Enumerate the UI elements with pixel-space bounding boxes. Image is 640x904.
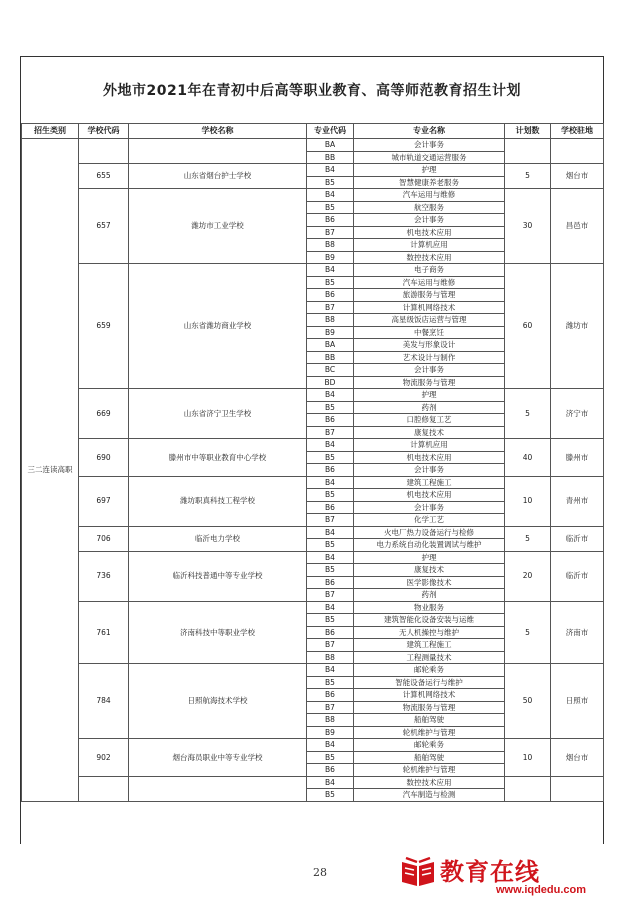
- major-code-cell: BA: [307, 339, 354, 352]
- school-name-cell: 临沂科技普通中等专业学校: [129, 551, 307, 601]
- school-name-cell: 山东省济宁卫生学校: [129, 389, 307, 439]
- major-code-cell: B4: [307, 164, 354, 177]
- plan-count-cell: 60: [505, 264, 551, 389]
- major-code-cell: B6: [307, 576, 354, 589]
- major-code-cell: B5: [307, 276, 354, 289]
- major-code-cell: B5: [307, 539, 354, 552]
- major-name-cell: 化学工艺: [354, 514, 505, 527]
- school-code-cell: 736: [79, 551, 129, 601]
- major-code-cell: B7: [307, 226, 354, 239]
- school-location-cell: 济南市: [551, 601, 604, 664]
- major-name-cell: 药剂: [354, 401, 505, 414]
- major-name-cell: 汽车制造与检测: [354, 789, 505, 802]
- major-code-cell: B4: [307, 664, 354, 677]
- major-code-cell: BD: [307, 376, 354, 389]
- table-row: [22, 526, 604, 539]
- major-code-cell: B5: [307, 401, 354, 414]
- school-name-cell: 山东省烟台护士学校: [129, 164, 307, 189]
- column-header: 计划数: [505, 124, 551, 139]
- major-name-cell: 会计事务: [354, 139, 505, 152]
- major-name-cell: 电子商务: [354, 264, 505, 277]
- school-location-cell: 昌邑市: [551, 189, 604, 264]
- column-header: 学校代码: [79, 124, 129, 139]
- major-code-cell: B4: [307, 601, 354, 614]
- major-name-cell: 会计事务: [354, 364, 505, 377]
- school-code-cell: 669: [79, 389, 129, 439]
- major-name-cell: 智慧健康养老服务: [354, 176, 505, 189]
- major-name-cell: 康复技术: [354, 426, 505, 439]
- school-code-cell: 657: [79, 189, 129, 264]
- school-code-cell: [79, 139, 129, 164]
- major-code-cell: B5: [307, 564, 354, 577]
- table-row: [22, 776, 604, 789]
- major-name-cell: 工程测量技术: [354, 651, 505, 664]
- major-code-cell: B7: [307, 639, 354, 652]
- category-cell: 三二连读高职: [22, 139, 79, 802]
- school-name-cell: 烟台海员职业中等专业学校: [129, 739, 307, 777]
- major-name-cell: 邮轮乘务: [354, 664, 505, 677]
- table-row: [22, 139, 604, 152]
- table-row: [22, 476, 604, 489]
- school-name-cell: [129, 139, 307, 164]
- major-name-cell: 旅游服务与管理: [354, 289, 505, 302]
- major-name-cell: 建筑工程施工: [354, 476, 505, 489]
- major-name-cell: 中餐烹饪: [354, 326, 505, 339]
- major-name-cell: 建筑智能化设备安装与运维: [354, 614, 505, 627]
- plan-count-cell: 20: [505, 551, 551, 601]
- major-code-cell: B8: [307, 714, 354, 727]
- major-name-cell: 口腔修复工艺: [354, 414, 505, 427]
- school-code-cell: 784: [79, 664, 129, 739]
- major-code-cell: B5: [307, 176, 354, 189]
- table-row: [22, 739, 604, 752]
- plan-count-cell: 5: [505, 526, 551, 551]
- major-code-cell: B5: [307, 489, 354, 502]
- major-name-cell: 邮轮乘务: [354, 739, 505, 752]
- school-location-cell: [551, 776, 604, 801]
- school-code-cell: 706: [79, 526, 129, 551]
- major-name-cell: 会计事务: [354, 464, 505, 477]
- major-code-cell: B5: [307, 614, 354, 627]
- major-code-cell: BB: [307, 151, 354, 164]
- plan-count-cell: 40: [505, 439, 551, 477]
- major-code-cell: B9: [307, 726, 354, 739]
- major-code-cell: B6: [307, 214, 354, 227]
- major-code-cell: B4: [307, 439, 354, 452]
- major-code-cell: BC: [307, 364, 354, 377]
- school-name-cell: [129, 776, 307, 801]
- major-code-cell: B5: [307, 751, 354, 764]
- watermark-name: 教育在线: [440, 857, 540, 886]
- major-code-cell: B5: [307, 451, 354, 464]
- plan-count-cell: 5: [505, 164, 551, 189]
- column-header: 专业名称: [354, 124, 505, 139]
- school-name-cell: 滕州市中等职业教育中心学校: [129, 439, 307, 477]
- major-code-cell: B7: [307, 514, 354, 527]
- major-name-cell: 汽车运用与维修: [354, 189, 505, 202]
- major-code-cell: B6: [307, 689, 354, 702]
- school-code-cell: [79, 776, 129, 801]
- major-code-cell: B6: [307, 289, 354, 302]
- major-code-cell: B8: [307, 651, 354, 664]
- major-code-cell: B4: [307, 551, 354, 564]
- major-name-cell: 机电技术应用: [354, 489, 505, 502]
- major-code-cell: B7: [307, 701, 354, 714]
- major-name-cell: 智能设备运行与维护: [354, 676, 505, 689]
- major-code-cell: B8: [307, 314, 354, 327]
- major-name-cell: 船舶驾驶: [354, 714, 505, 727]
- table-row: [22, 389, 604, 402]
- school-name-cell: 临沂电力学校: [129, 526, 307, 551]
- school-location-cell: [551, 139, 604, 164]
- major-name-cell: 航空服务: [354, 201, 505, 214]
- major-code-cell: B4: [307, 476, 354, 489]
- plan-count-cell: 50: [505, 664, 551, 739]
- major-code-cell: B5: [307, 201, 354, 214]
- school-location-cell: 滕州市: [551, 439, 604, 477]
- major-name-cell: 无人机操控与维护: [354, 626, 505, 639]
- table-row: [22, 439, 604, 452]
- major-name-cell: 机电技术应用: [354, 451, 505, 464]
- major-name-cell: 船舶驾驶: [354, 751, 505, 764]
- major-code-cell: B9: [307, 251, 354, 264]
- major-name-cell: 电力系统自动化装置调试与维护: [354, 539, 505, 552]
- school-location-cell: 日照市: [551, 664, 604, 739]
- major-code-cell: B4: [307, 739, 354, 752]
- column-header: 学校驻地: [551, 124, 604, 139]
- watermark: [400, 852, 630, 900]
- document-title: 外地市2021年在青初中后高等职业教育、高等师范教育招生计划: [103, 83, 521, 99]
- major-code-cell: B6: [307, 626, 354, 639]
- major-name-cell: 医学影像技术: [354, 576, 505, 589]
- school-name-cell: 山东省潍坊商业学校: [129, 264, 307, 389]
- plan-count-cell: [505, 139, 551, 164]
- school-location-cell: 济宁市: [551, 389, 604, 439]
- major-name-cell: 数控技术应用: [354, 251, 505, 264]
- major-name-cell: 美发与形象设计: [354, 339, 505, 352]
- book-logo-icon: [400, 856, 436, 888]
- major-name-cell: 会计事务: [354, 501, 505, 514]
- school-name-cell: 日照航海技术学校: [129, 664, 307, 739]
- school-code-cell: 690: [79, 439, 129, 477]
- major-name-cell: 轮机维护与管理: [354, 764, 505, 777]
- school-code-cell: 902: [79, 739, 129, 777]
- major-name-cell: 计算机网络技术: [354, 301, 505, 314]
- school-code-cell: 761: [79, 601, 129, 664]
- table-row: [22, 164, 604, 177]
- major-name-cell: 数控技术应用: [354, 776, 505, 789]
- school-location-cell: 烟台市: [551, 739, 604, 777]
- major-name-cell: 药剂: [354, 589, 505, 602]
- plan-count-cell: 10: [505, 739, 551, 777]
- school-location-cell: 烟台市: [551, 164, 604, 189]
- major-name-cell: 计算机应用: [354, 239, 505, 252]
- table-row: [22, 189, 604, 202]
- school-code-cell: 655: [79, 164, 129, 189]
- table-row: [22, 551, 604, 564]
- table-header-row: [22, 124, 604, 139]
- column-header: 招生类别: [22, 124, 79, 139]
- major-name-cell: 轮机维护与管理: [354, 726, 505, 739]
- major-name-cell: 高星级饭店运营与管理: [354, 314, 505, 327]
- school-location-cell: 潍坊市: [551, 264, 604, 389]
- plan-count-cell: 10: [505, 476, 551, 526]
- enrollment-plan-table: [21, 123, 604, 802]
- school-location-cell: 临沂市: [551, 526, 604, 551]
- column-header: 专业代码: [307, 124, 354, 139]
- major-code-cell: B7: [307, 426, 354, 439]
- major-code-cell: B7: [307, 589, 354, 602]
- school-name-cell: 济南科技中等职业学校: [129, 601, 307, 664]
- major-name-cell: 物业服务: [354, 601, 505, 614]
- school-name-cell: 潍坊职真科技工程学校: [129, 476, 307, 526]
- page-number: 28: [313, 866, 327, 879]
- major-name-cell: 计算机网络技术: [354, 689, 505, 702]
- major-code-cell: B5: [307, 676, 354, 689]
- major-code-cell: B4: [307, 264, 354, 277]
- major-code-cell: BA: [307, 139, 354, 152]
- major-name-cell: 护理: [354, 551, 505, 564]
- major-code-cell: B4: [307, 526, 354, 539]
- major-name-cell: 汽车运用与维修: [354, 276, 505, 289]
- major-name-cell: 计算机应用: [354, 439, 505, 452]
- watermark-url: www.iqdedu.com: [496, 884, 587, 896]
- major-name-cell: 物流服务与管理: [354, 376, 505, 389]
- plan-count-cell: [505, 776, 551, 801]
- table-row: [22, 601, 604, 614]
- school-location-cell: 临沂市: [551, 551, 604, 601]
- document-frame: [20, 56, 604, 844]
- plan-count-cell: 5: [505, 389, 551, 439]
- major-code-cell: B7: [307, 301, 354, 314]
- table-row: [22, 264, 604, 277]
- table-body: [22, 139, 604, 802]
- major-code-cell: B6: [307, 414, 354, 427]
- major-name-cell: 火电厂热力设备运行与检修: [354, 526, 505, 539]
- major-name-cell: 城市轨道交通运营服务: [354, 151, 505, 164]
- column-header: 学校名称: [129, 124, 307, 139]
- major-code-cell: BB: [307, 351, 354, 364]
- major-name-cell: 物流服务与管理: [354, 701, 505, 714]
- plan-count-cell: 5: [505, 601, 551, 664]
- plan-count-cell: 30: [505, 189, 551, 264]
- school-name-cell: 潍坊市工业学校: [129, 189, 307, 264]
- major-code-cell: B4: [307, 389, 354, 402]
- major-code-cell: B9: [307, 326, 354, 339]
- major-code-cell: B5: [307, 789, 354, 802]
- major-code-cell: B6: [307, 764, 354, 777]
- major-name-cell: 护理: [354, 164, 505, 177]
- school-location-cell: 青州市: [551, 476, 604, 526]
- major-name-cell: 会计事务: [354, 214, 505, 227]
- major-code-cell: B6: [307, 464, 354, 477]
- school-code-cell: 697: [79, 476, 129, 526]
- major-name-cell: 建筑工程施工: [354, 639, 505, 652]
- major-name-cell: 护理: [354, 389, 505, 402]
- major-code-cell: B8: [307, 239, 354, 252]
- major-name-cell: 康复技术: [354, 564, 505, 577]
- major-name-cell: 机电技术应用: [354, 226, 505, 239]
- major-code-cell: B4: [307, 189, 354, 202]
- major-name-cell: 艺术设计与制作: [354, 351, 505, 364]
- school-code-cell: 659: [79, 264, 129, 389]
- major-code-cell: B4: [307, 776, 354, 789]
- major-code-cell: B6: [307, 501, 354, 514]
- table-row: [22, 664, 604, 677]
